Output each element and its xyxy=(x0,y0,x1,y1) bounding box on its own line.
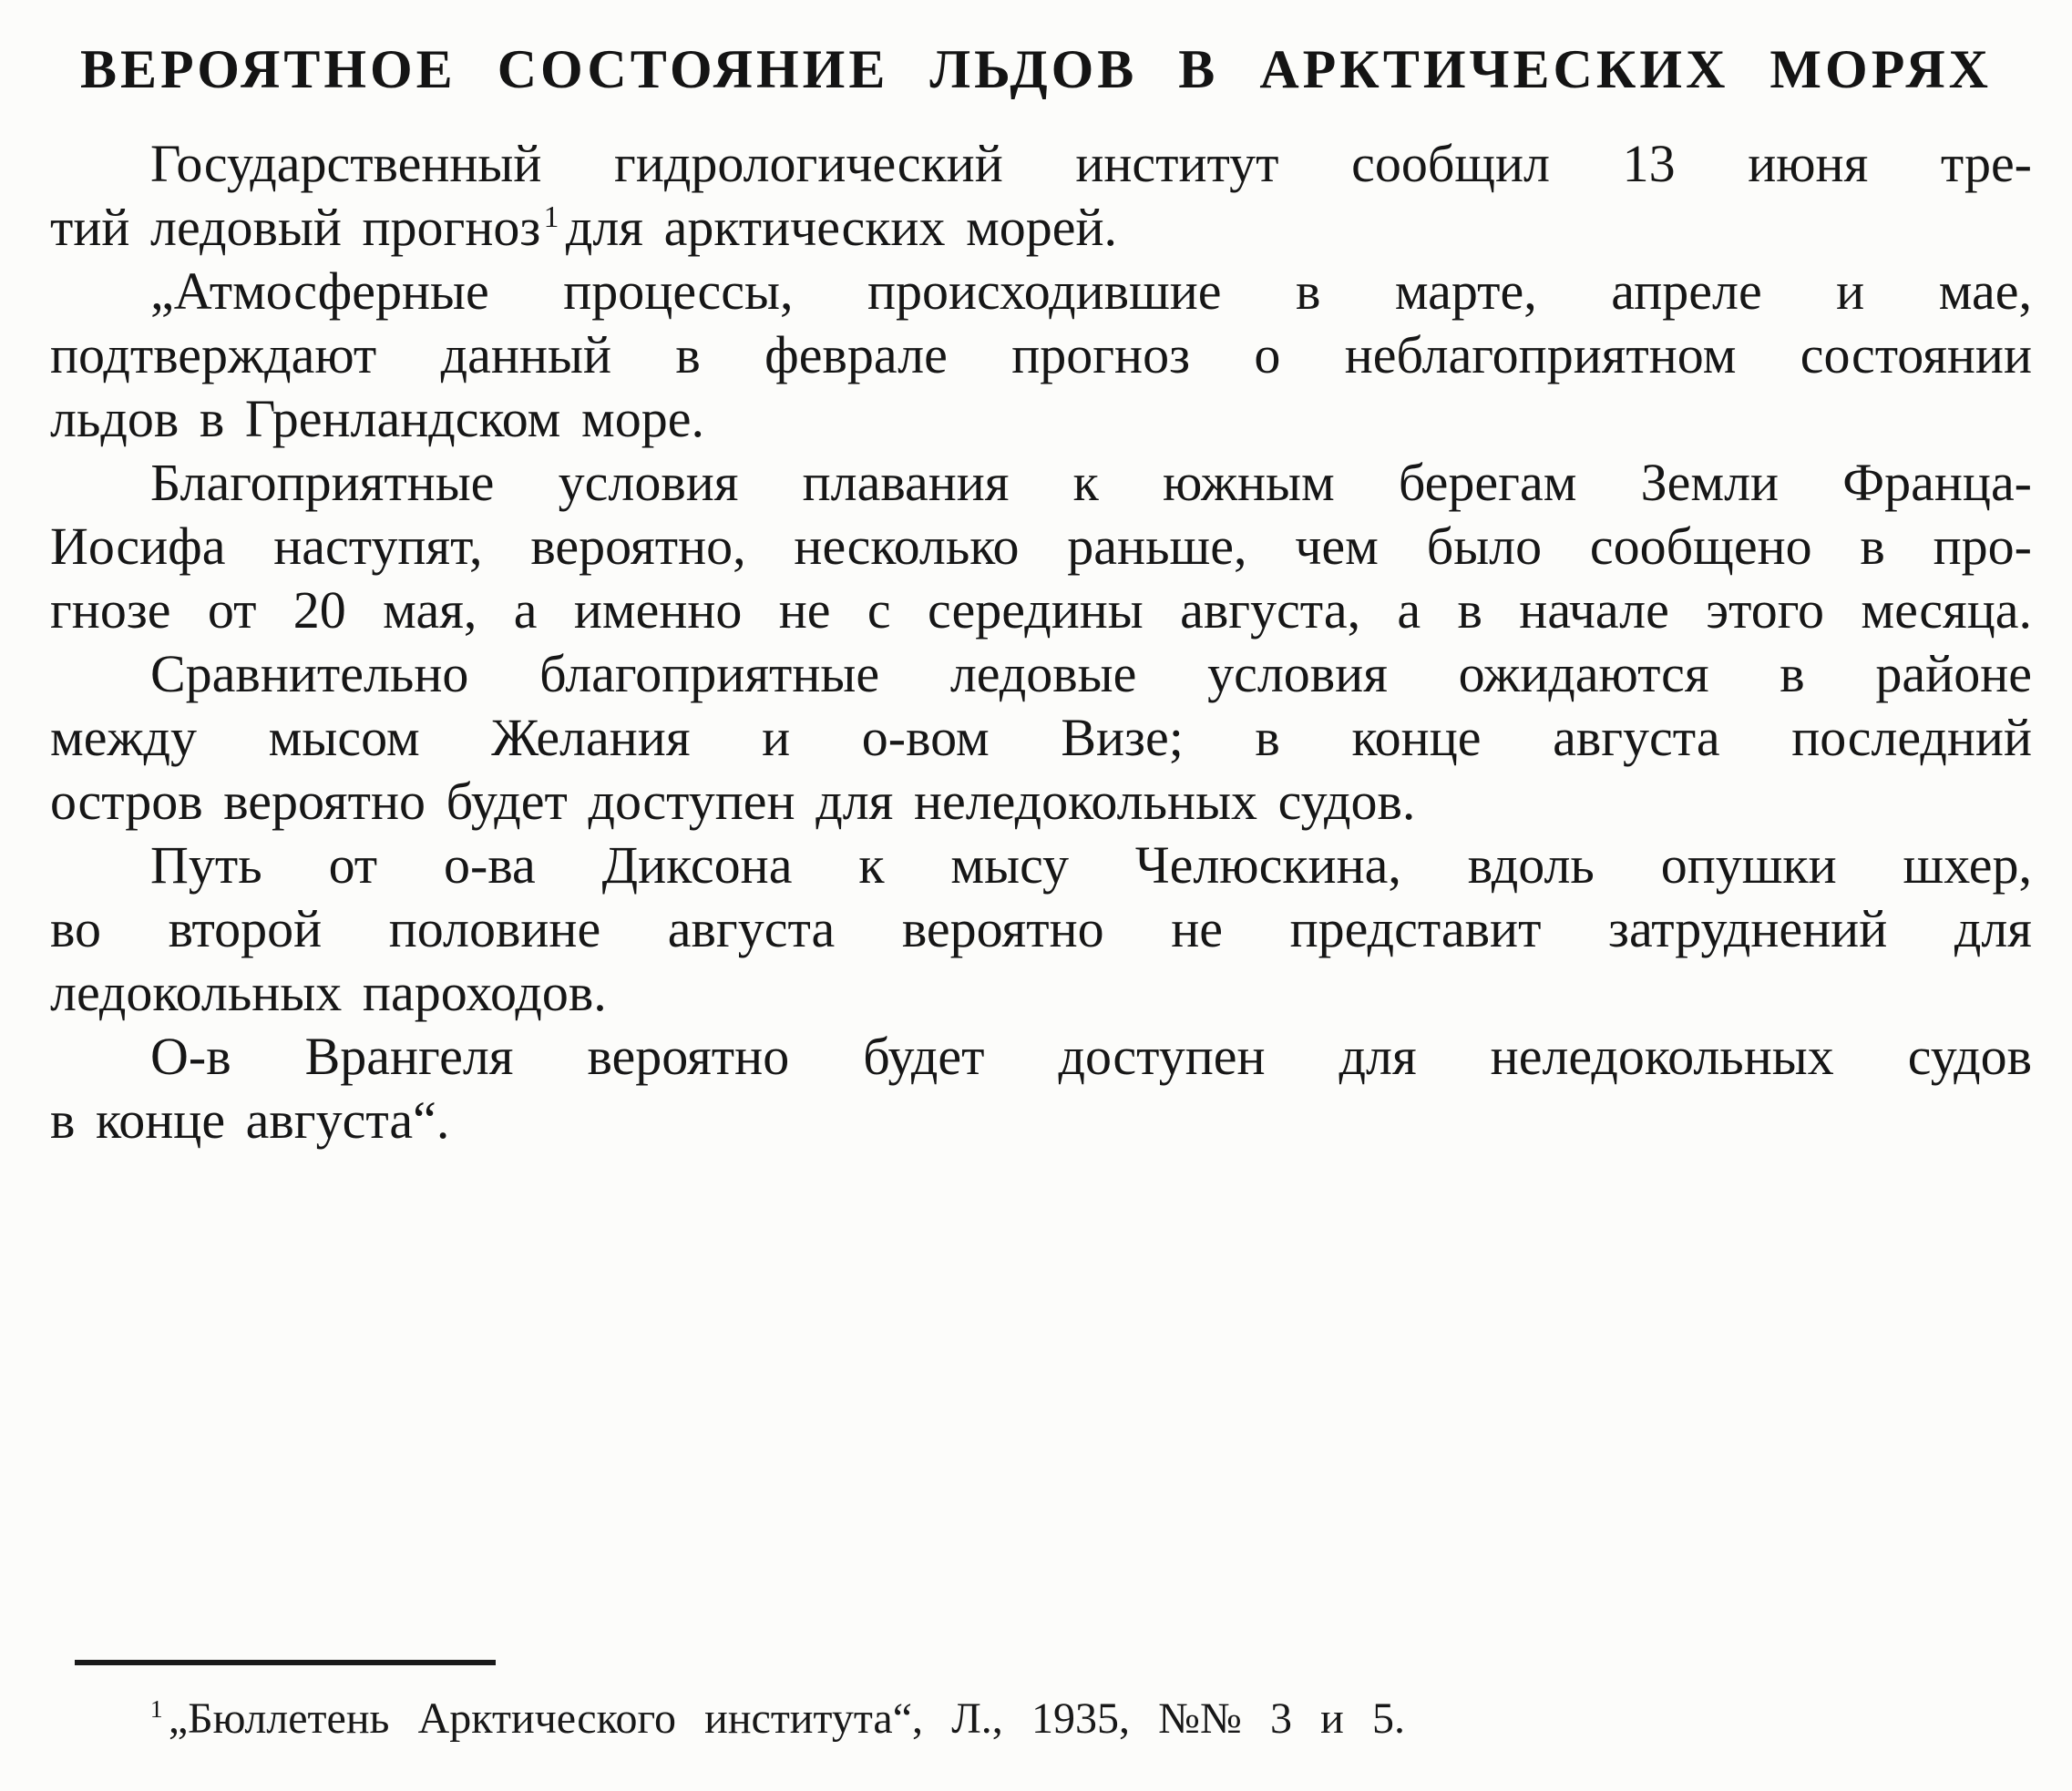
document-title: ВЕРОЯТНОЕ СОСТОЯНИЕ ЛЬДОВ В АРКТИЧЕСКИХ МОРЯХ xyxy=(79,39,1993,99)
text-line: подтверждают данный в феврале прогноз о неблагоприятном состоянии xyxy=(50,325,2032,384)
paragraph xyxy=(50,642,2032,834)
text-line: гнозе от 20 мая, а именно не с середины августа, а в начале этого месяца. xyxy=(50,580,2032,640)
paragraph xyxy=(50,132,2032,260)
text-line: льдов в Гренландском море. xyxy=(50,389,704,448)
text-line: „Атмосферные процессы, происходившие в марте, апреле и мае, xyxy=(150,261,2032,321)
footnote-citation: „Бюллетень Арктического института“, Л., 1935, №№ 3 и 5. xyxy=(168,1694,1406,1743)
text-segment: тий ледовый прогноз xyxy=(50,198,541,257)
document-body xyxy=(50,132,2032,1152)
text-line: в конце августа“. xyxy=(50,1090,450,1150)
text-line: Путь от о-ва Диксона к мысу Челюскина, вдоль опушки шхер, xyxy=(150,835,2032,895)
paragraph xyxy=(50,1025,2032,1152)
text-line: Сравнительно благоприятные ледовые условия ожидаются в районе xyxy=(150,644,2032,703)
text-line: между мысом Желания и о-вом Визе; в конце августа последний xyxy=(50,708,2032,767)
text-line: О-в Врангеля вероятно будет доступен для неледокольных судов xyxy=(150,1027,2032,1086)
text-line: остров вероятно будет доступен для неледокольных судов. xyxy=(50,772,1416,831)
text-segment: для арктических морей. xyxy=(565,198,1118,257)
footnote-divider xyxy=(75,1660,496,1665)
text-line: Иосифа наступят, вероятно, несколько раньше, чем было сообщено в про- xyxy=(50,517,2032,576)
paragraph xyxy=(50,260,2032,451)
text-line: ледокольных пароходов. xyxy=(50,963,607,1022)
text-line xyxy=(50,196,2032,260)
text-line: Государственный гидрологический институт сообщил 13 июня тре- xyxy=(150,134,2032,193)
paragraph xyxy=(50,834,2032,1025)
paragraph xyxy=(50,451,2032,642)
footnote-text xyxy=(148,1693,2017,1745)
footnote xyxy=(0,1660,2072,1745)
text-line: во второй половине августа вероятно не представит затруднений для xyxy=(50,899,2032,958)
text-line: Благоприятные условия плавания к южным берегам Земли Франца- xyxy=(150,453,2032,512)
footnote-reference-marker: 1 xyxy=(543,200,559,234)
footnote-marker: 1 xyxy=(149,1695,163,1724)
